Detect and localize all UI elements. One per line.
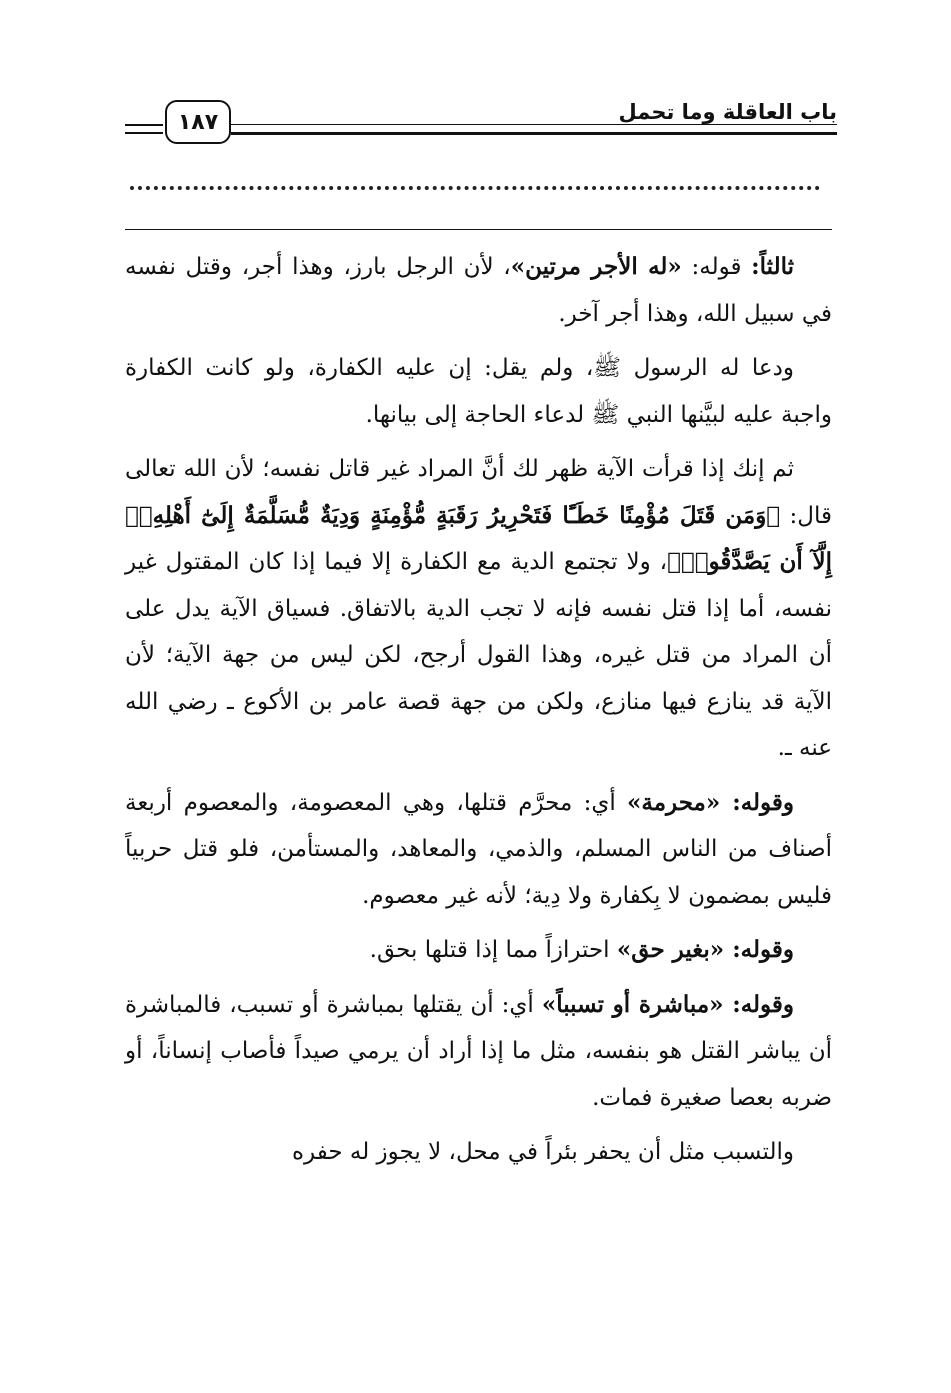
hadith-quote: «مباشرة أو تسبباً» — [541, 990, 733, 1018]
paragraph-6 — [125, 982, 832, 1122]
paragraph-1 — [125, 244, 832, 337]
header-rule-left-top — [125, 124, 163, 126]
paragraph-text: والتسبب مثل أن يحفر بئراً في محل، لا يجوز له حفره — [291, 1139, 794, 1165]
section-separator — [125, 229, 832, 230]
paragraph-text: أي: محرَّم قتلها، وهي المعصومة، والمعصوم أربعة أصناف من الناس المسلم، والذمي، والمعاهد، والمستأمن، فلو قتل حربياً فليس بمضمون لا بِكفارة ولا دِية؛ لأنه غير معصوم. — [125, 789, 832, 909]
page-header — [125, 96, 837, 156]
hadith-quote: «بغير حق» — [616, 936, 733, 963]
body-text — [125, 244, 832, 1184]
header-rule-right-top — [231, 124, 837, 125]
paragraph-3 — [125, 446, 832, 772]
paragraph-label: وقوله: — [732, 936, 794, 963]
paragraph-4 — [125, 780, 832, 920]
header-rule-left-bottom — [125, 132, 163, 134]
paragraph-5 — [125, 927, 832, 974]
quran-verse: ﴿وَمَن قَتَلَ مُؤْمِنًا خَطَـًٔا فَتَحْرِيرُ رَقَبَةٍ مُّؤْمِنَةٍ وَدِيَةٌ مُّسَلَّمَةٌ إِلَىٰٓ أَهْلِهِۦٓ إِلَّآ أَن يَصَّدَّقُوا۟﴾ — [125, 501, 832, 575]
paragraph-text: ودعا له الرسول ﷺ، ولم يقل: إن عليه الكفارة، ولو كانت الكفارة واجبة عليه لبيَّنها النبي ﷺ لدعاء الحاجة إلى بيانها. — [125, 355, 832, 428]
paragraph-label: ثالثاً: — [751, 253, 794, 280]
hadith-quote: «محرمة» — [626, 788, 733, 816]
paragraph-text: ، لأن الرجل بارز، وهذا أجر، وقتل نفسه في سبيل الله، وهذا أجر آخر. — [125, 254, 832, 327]
paragraph-2 — [125, 345, 832, 438]
hadith-quote: «له الأجر مرتين» — [510, 253, 682, 280]
dotted-divider — [130, 186, 820, 190]
paragraph-prefix: قوله: — [681, 254, 752, 280]
paragraph-7 — [125, 1129, 832, 1176]
page-number: ١٨٧ — [165, 100, 231, 144]
paragraph-text: ، ولا تجتمع الدية مع الكفارة إلا فيما إذا كان المقتول غير نفسه، أما إذا قتل نفسه فإنه لا تجب الدية بالاتفاق. فسياق الآية يدل على أن المراد من قتل غيره، وهذا القول أرجح، لكن ليس من جهة الآية؛ لأن الآية قد ينازع فيها منازع، ولكن من جهة قصة عامر بن الأكوع ـ رضي الله عنه ـ. — [125, 549, 832, 761]
paragraph-text: احترازاً مما إذا قتلها بحق. — [369, 937, 617, 963]
paragraph-label: وقوله: — [732, 990, 795, 1018]
paragraph-text: أي: أن يقتلها بمباشرة أو تسبب، فالمباشرة أن يباشر القتل هو بنفسه، مثل ما إذا أراد أن يرمي صيداً فأصاب إنساناً، أو ضربه بعصا صغيرة فمات. — [125, 991, 832, 1111]
paragraph-prefix: ثم إنك إذا قرأت الآية ظهر لك أنَّ المراد غير قاتل نفسه؛ لأن الله تعالى قال: — [125, 456, 832, 529]
header-rule-right-bottom — [231, 132, 837, 135]
chapter-title: باب العاقلة وما تحمل — [618, 100, 837, 124]
paragraph-label: وقوله: — [732, 788, 795, 816]
